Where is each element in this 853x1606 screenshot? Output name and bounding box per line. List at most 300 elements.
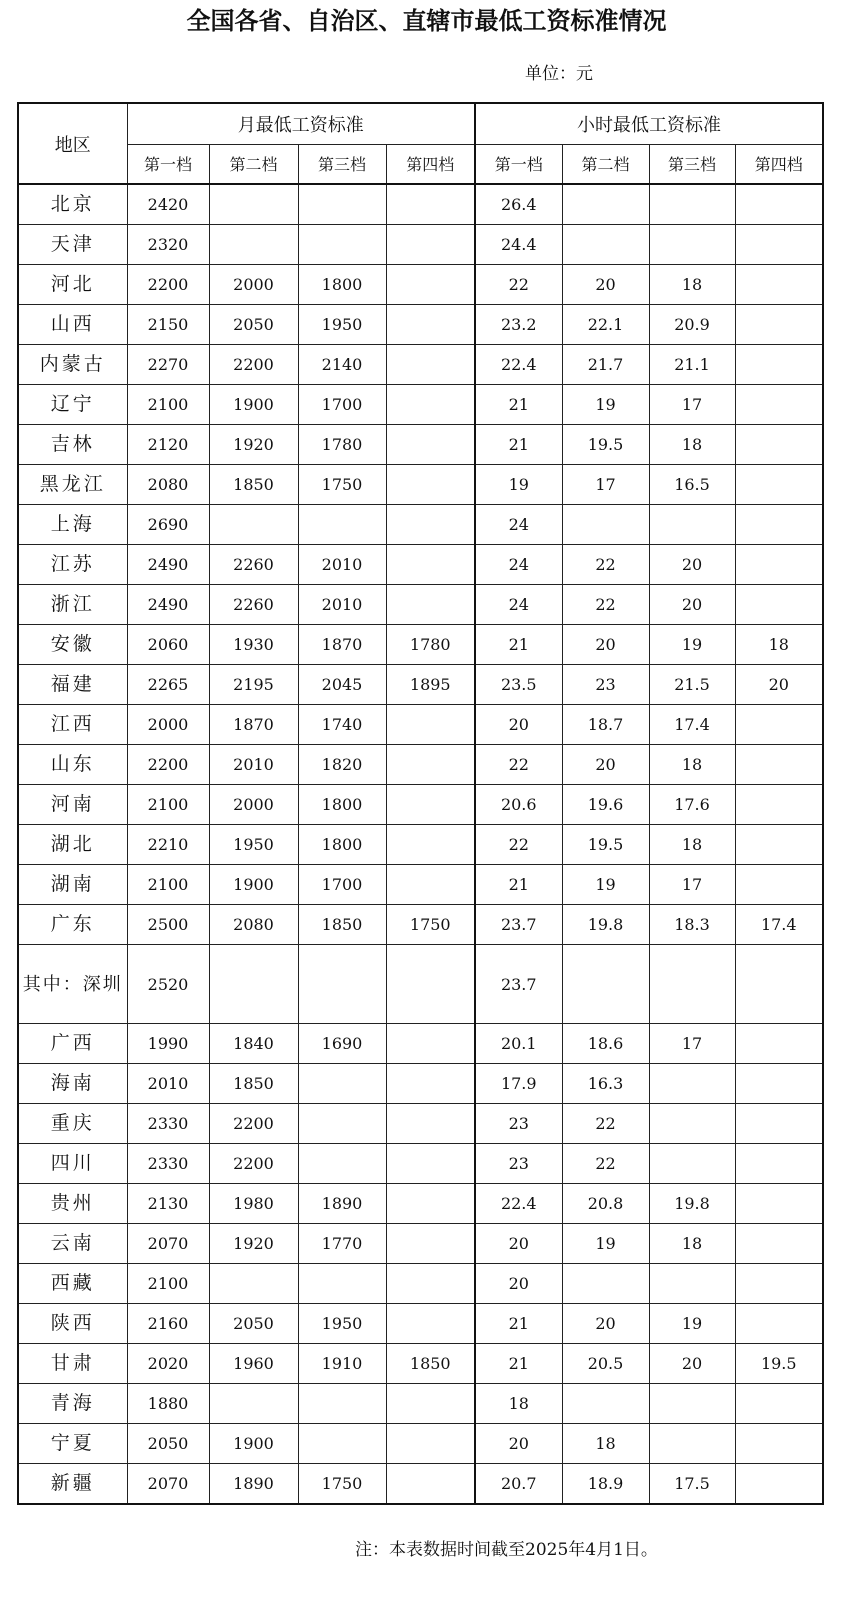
- monthly-tier-4-cell: [386, 585, 475, 625]
- hourly-tier-3-cell: 18: [649, 745, 735, 785]
- hourly-tier-1-cell: 20.7: [475, 1464, 562, 1505]
- monthly-tier-4-cell: [386, 305, 475, 345]
- monthly-tier-2-cell: 2195: [209, 665, 298, 705]
- hourly-tier-4-cell: [735, 1384, 823, 1424]
- monthly-tier-4-cell: [386, 1104, 475, 1144]
- monthly-tier-2-cell: 1920: [209, 1224, 298, 1264]
- hourly-tier-1-cell: 23: [475, 1144, 562, 1184]
- monthly-tier-3-cell: 1690: [298, 1024, 386, 1064]
- hourly-tier-4-cell: [735, 1024, 823, 1064]
- footnote: 注：本表数据时间截至2025年4月1日。: [355, 1540, 658, 1560]
- table-row: [18, 905, 823, 945]
- hourly-tier-2-cell: 22: [562, 1144, 649, 1184]
- monthly-tier-2-cell: [209, 1264, 298, 1304]
- hourly-tier-1-cell: 22.4: [475, 1184, 562, 1224]
- monthly-tier-2-cell: 2200: [209, 345, 298, 385]
- hourly-tier-4-cell: 20: [735, 665, 823, 705]
- hourly-tier-2-cell: [562, 225, 649, 265]
- monthly-tier-4-cell: [386, 265, 475, 305]
- region-cell: 山东: [18, 745, 127, 785]
- monthly-tier-2-cell: 1900: [209, 1424, 298, 1464]
- hourly-tier-3-cell: [649, 1104, 735, 1144]
- hourly-tier-4-cell: [735, 1424, 823, 1464]
- hourly-tier-3-cell: [649, 1064, 735, 1104]
- monthly-tier-2-cell: 1850: [209, 465, 298, 505]
- region-cell: 宁夏: [18, 1424, 127, 1464]
- hourly-tier-3-cell: [649, 1264, 735, 1304]
- table-row: [18, 1304, 823, 1344]
- table-row: [18, 1264, 823, 1304]
- monthly-tier-3-cell: [298, 1064, 386, 1104]
- hourly-tier-3-cell: 16.5: [649, 465, 735, 505]
- monthly-tier-1-cell: 2100: [127, 865, 209, 905]
- monthly-tier-4-cell: [386, 945, 475, 1024]
- monthly-tier-2-header: 第二档: [209, 144, 298, 184]
- monthly-tier-2-cell: 2010: [209, 745, 298, 785]
- monthly-tier-1-cell: 2100: [127, 385, 209, 425]
- region-cell: 黑龙江: [18, 465, 127, 505]
- monthly-tier-3-cell: 1800: [298, 785, 386, 825]
- monthly-tier-1-cell: 1880: [127, 1384, 209, 1424]
- region-cell: 浙江: [18, 585, 127, 625]
- monthly-tier-2-cell: 2050: [209, 305, 298, 345]
- hourly-tier-1-cell: 23.7: [475, 905, 562, 945]
- hourly-tier-3-cell: 19: [649, 1304, 735, 1344]
- hourly-tier-3-cell: 17.5: [649, 1464, 735, 1505]
- monthly-tier-4-cell: [386, 425, 475, 465]
- hourly-tier-2-cell: 20: [562, 1304, 649, 1344]
- monthly-tier-4-header: 第四档: [386, 144, 475, 184]
- hourly-tier-1-cell: 24: [475, 545, 562, 585]
- hourly-tier-2-cell: 23: [562, 665, 649, 705]
- monthly-tier-1-cell: 2120: [127, 425, 209, 465]
- hourly-tier-4-cell: [735, 345, 823, 385]
- monthly-tier-2-cell: 1930: [209, 625, 298, 665]
- hourly-tier-1-cell: 21: [475, 1304, 562, 1344]
- monthly-tier-4-cell: [386, 545, 475, 585]
- monthly-tier-3-cell: 1800: [298, 265, 386, 305]
- region-cell: 广西: [18, 1024, 127, 1064]
- hourly-tier-1-cell: 24: [475, 585, 562, 625]
- monthly-tier-3-cell: [298, 1264, 386, 1304]
- monthly-tier-4-cell: [386, 825, 475, 865]
- monthly-tier-4-cell: [386, 1064, 475, 1104]
- monthly-tier-4-cell: [386, 1464, 475, 1505]
- hourly-tier-4-cell: [735, 1184, 823, 1224]
- hourly-tier-3-cell: [649, 184, 735, 225]
- hourly-tier-1-cell: 23: [475, 1104, 562, 1144]
- region-cell: 湖北: [18, 825, 127, 865]
- monthly-tier-3-cell: [298, 1104, 386, 1144]
- monthly-tier-2-cell: [209, 184, 298, 225]
- region-cell: 河南: [18, 785, 127, 825]
- hourly-tier-2-header: 第二档: [562, 144, 649, 184]
- hourly-tier-2-cell: 20.5: [562, 1344, 649, 1384]
- hourly-tier-4-header: 第四档: [735, 144, 823, 184]
- monthly-tier-4-cell: 1850: [386, 1344, 475, 1384]
- table-row: [18, 865, 823, 905]
- hourly-tier-2-cell: 19.8: [562, 905, 649, 945]
- table-row: [18, 1024, 823, 1064]
- table-row: [18, 1384, 823, 1424]
- table-row: [18, 1104, 823, 1144]
- hourly-tier-2-cell: 20.8: [562, 1184, 649, 1224]
- tier-header-row: [18, 144, 823, 184]
- hourly-tier-2-cell: 19.5: [562, 825, 649, 865]
- monthly-tier-3-cell: [298, 1144, 386, 1184]
- table-row: [18, 825, 823, 865]
- monthly-tier-3-cell: 1750: [298, 465, 386, 505]
- monthly-tier-2-cell: 1950: [209, 825, 298, 865]
- monthly-tier-4-cell: 1750: [386, 905, 475, 945]
- hourly-tier-3-cell: 21.5: [649, 665, 735, 705]
- region-header: 地区: [18, 103, 127, 184]
- monthly-tier-2-cell: 2050: [209, 1304, 298, 1344]
- hourly-tier-3-cell: 18.3: [649, 905, 735, 945]
- hourly-tier-4-cell: [735, 184, 823, 225]
- monthly-tier-1-cell: 2070: [127, 1464, 209, 1505]
- monthly-tier-1-cell: 2200: [127, 265, 209, 305]
- monthly-tier-4-cell: [386, 1224, 475, 1264]
- monthly-tier-1-cell: 2080: [127, 465, 209, 505]
- monthly-tier-1-cell: 2320: [127, 225, 209, 265]
- table-row: [18, 1344, 823, 1384]
- monthly-tier-4-cell: [386, 705, 475, 745]
- region-cell: 江西: [18, 705, 127, 745]
- monthly-tier-2-cell: 2080: [209, 905, 298, 945]
- hourly-tier-1-cell: 21: [475, 385, 562, 425]
- hourly-tier-1-cell: 20: [475, 705, 562, 745]
- region-cell: 吉林: [18, 425, 127, 465]
- hourly-tier-1-cell: 19: [475, 465, 562, 505]
- monthly-tier-2-cell: 2000: [209, 785, 298, 825]
- hourly-tier-4-cell: [735, 1144, 823, 1184]
- hourly-tier-3-cell: 17: [649, 385, 735, 425]
- hourly-tier-4-cell: [735, 425, 823, 465]
- table-row: [18, 184, 823, 225]
- hourly-tier-1-cell: 20: [475, 1424, 562, 1464]
- monthly-tier-3-cell: [298, 1384, 386, 1424]
- hourly-tier-2-cell: 20: [562, 625, 649, 665]
- hourly-tier-1-cell: 20.6: [475, 785, 562, 825]
- hourly-tier-3-cell: 19.8: [649, 1184, 735, 1224]
- hourly-tier-4-cell: [735, 865, 823, 905]
- monthly-tier-3-cell: 1950: [298, 1304, 386, 1344]
- hourly-tier-1-cell: 21: [475, 425, 562, 465]
- region-cell: 北京: [18, 184, 127, 225]
- hourly-tier-4-cell: [735, 585, 823, 625]
- hourly-header: 小时最低工资标准: [475, 103, 823, 144]
- table-row: [18, 1424, 823, 1464]
- monthly-tier-4-cell: [386, 345, 475, 385]
- hourly-tier-4-cell: 19.5: [735, 1344, 823, 1384]
- monthly-tier-2-cell: 1920: [209, 425, 298, 465]
- hourly-tier-1-cell: 23.7: [475, 945, 562, 1024]
- hourly-tier-3-cell: 17.4: [649, 705, 735, 745]
- hourly-tier-2-cell: 20: [562, 745, 649, 785]
- region-cell: 内蒙古: [18, 345, 127, 385]
- monthly-tier-1-cell: 1990: [127, 1024, 209, 1064]
- hourly-tier-1-cell: 22: [475, 265, 562, 305]
- hourly-tier-4-cell: 18: [735, 625, 823, 665]
- hourly-tier-3-cell: 18: [649, 265, 735, 305]
- table-row: [18, 665, 823, 705]
- hourly-tier-3-cell: 20: [649, 1344, 735, 1384]
- hourly-tier-1-cell: 24.4: [475, 225, 562, 265]
- monthly-tier-1-cell: 2200: [127, 745, 209, 785]
- hourly-tier-3-cell: 20: [649, 585, 735, 625]
- hourly-tier-2-cell: [562, 945, 649, 1024]
- monthly-tier-3-cell: 1950: [298, 305, 386, 345]
- table-header-row: [18, 103, 823, 144]
- hourly-tier-3-cell: 20: [649, 545, 735, 585]
- region-cell: 重庆: [18, 1104, 127, 1144]
- hourly-tier-4-cell: 17.4: [735, 905, 823, 945]
- monthly-tier-3-cell: [298, 225, 386, 265]
- region-cell: 福建: [18, 665, 127, 705]
- hourly-tier-2-cell: 21.7: [562, 345, 649, 385]
- hourly-tier-2-cell: 19.6: [562, 785, 649, 825]
- table-row: [18, 265, 823, 305]
- monthly-tier-3-cell: 2010: [298, 585, 386, 625]
- monthly-tier-1-cell: 2070: [127, 1224, 209, 1264]
- monthly-tier-2-cell: [209, 505, 298, 545]
- hourly-tier-3-cell: 18: [649, 1224, 735, 1264]
- monthly-tier-3-cell: [298, 184, 386, 225]
- hourly-tier-4-cell: [735, 1464, 823, 1505]
- hourly-tier-1-cell: 21: [475, 1344, 562, 1384]
- table-row: [18, 545, 823, 585]
- hourly-tier-1-cell: 20: [475, 1264, 562, 1304]
- monthly-tier-4-cell: [386, 505, 475, 545]
- hourly-tier-2-cell: 19: [562, 1224, 649, 1264]
- hourly-tier-3-cell: [649, 505, 735, 545]
- monthly-tier-3-cell: 1740: [298, 705, 386, 745]
- monthly-tier-4-cell: [386, 1424, 475, 1464]
- monthly-tier-1-cell: 2160: [127, 1304, 209, 1344]
- table-row: [18, 1064, 823, 1104]
- monthly-tier-1-cell: 2490: [127, 585, 209, 625]
- monthly-tier-3-cell: 1800: [298, 825, 386, 865]
- monthly-tier-4-cell: 1895: [386, 665, 475, 705]
- region-cell: 江苏: [18, 545, 127, 585]
- monthly-tier-1-cell: 2060: [127, 625, 209, 665]
- hourly-tier-1-cell: 22.4: [475, 345, 562, 385]
- table-row: [18, 745, 823, 785]
- region-cell: 河北: [18, 265, 127, 305]
- monthly-tier-3-cell: [298, 505, 386, 545]
- table-row: [18, 505, 823, 545]
- monthly-tier-2-cell: 1850: [209, 1064, 298, 1104]
- region-cell: 其中：深圳: [18, 945, 127, 1024]
- monthly-tier-4-cell: [386, 1184, 475, 1224]
- hourly-tier-3-cell: 21.1: [649, 345, 735, 385]
- hourly-tier-4-cell: [735, 705, 823, 745]
- monthly-tier-3-cell: [298, 945, 386, 1024]
- hourly-tier-3-cell: 19: [649, 625, 735, 665]
- monthly-tier-1-cell: 2130: [127, 1184, 209, 1224]
- table-row: [18, 1144, 823, 1184]
- hourly-tier-3-cell: 17: [649, 865, 735, 905]
- table-row: [18, 385, 823, 425]
- monthly-tier-2-cell: 2200: [209, 1104, 298, 1144]
- table-row: [18, 1184, 823, 1224]
- hourly-tier-3-cell: 17: [649, 1024, 735, 1064]
- table-row: [18, 425, 823, 465]
- hourly-tier-2-cell: [562, 184, 649, 225]
- monthly-tier-3-cell: 2140: [298, 345, 386, 385]
- monthly-tier-3-cell: 1780: [298, 425, 386, 465]
- monthly-tier-3-cell: 1770: [298, 1224, 386, 1264]
- region-cell: 甘肃: [18, 1344, 127, 1384]
- hourly-tier-4-cell: [735, 225, 823, 265]
- monthly-tier-4-cell: [386, 1144, 475, 1184]
- monthly-tier-2-cell: 1960: [209, 1344, 298, 1384]
- monthly-tier-4-cell: [386, 865, 475, 905]
- monthly-tier-1-cell: 2270: [127, 345, 209, 385]
- monthly-tier-4-cell: [386, 785, 475, 825]
- hourly-tier-3-cell: [649, 1384, 735, 1424]
- monthly-tier-3-cell: 1890: [298, 1184, 386, 1224]
- monthly-tier-4-cell: [386, 1384, 475, 1424]
- monthly-tier-3-cell: 1850: [298, 905, 386, 945]
- hourly-tier-2-cell: 20: [562, 265, 649, 305]
- unit-label: 单位：元: [525, 64, 593, 84]
- hourly-tier-2-cell: [562, 1384, 649, 1424]
- table-row: [18, 785, 823, 825]
- monthly-tier-2-cell: 2260: [209, 585, 298, 625]
- table-body: [18, 184, 823, 1504]
- hourly-tier-3-header: 第三档: [649, 144, 735, 184]
- hourly-tier-2-cell: 19: [562, 385, 649, 425]
- hourly-tier-4-cell: [735, 465, 823, 505]
- monthly-tier-3-cell: 1870: [298, 625, 386, 665]
- monthly-tier-4-cell: [386, 1024, 475, 1064]
- hourly-tier-2-cell: 17: [562, 465, 649, 505]
- hourly-tier-1-cell: 26.4: [475, 184, 562, 225]
- region-cell: 山西: [18, 305, 127, 345]
- hourly-tier-1-cell: 21: [475, 865, 562, 905]
- region-cell: 云南: [18, 1224, 127, 1264]
- region-cell: 陕西: [18, 1304, 127, 1344]
- hourly-tier-1-cell: 22: [475, 745, 562, 785]
- hourly-tier-1-cell: 17.9: [475, 1064, 562, 1104]
- hourly-tier-4-cell: [735, 785, 823, 825]
- monthly-tier-1-cell: 2100: [127, 785, 209, 825]
- monthly-tier-2-cell: 1900: [209, 385, 298, 425]
- region-cell: 湖南: [18, 865, 127, 905]
- table-row: [18, 465, 823, 505]
- hourly-tier-4-cell: [735, 505, 823, 545]
- hourly-tier-4-cell: [735, 745, 823, 785]
- table-row: [18, 225, 823, 265]
- monthly-tier-3-cell: [298, 1424, 386, 1464]
- hourly-tier-3-cell: [649, 1424, 735, 1464]
- hourly-tier-4-cell: [735, 305, 823, 345]
- table-row: [18, 305, 823, 345]
- monthly-tier-2-cell: 2260: [209, 545, 298, 585]
- hourly-tier-3-cell: 18: [649, 825, 735, 865]
- hourly-tier-1-cell: 23.2: [475, 305, 562, 345]
- monthly-tier-2-cell: 1840: [209, 1024, 298, 1064]
- hourly-tier-3-cell: 20.9: [649, 305, 735, 345]
- region-cell: 新疆: [18, 1464, 127, 1505]
- hourly-tier-4-cell: [735, 385, 823, 425]
- monthly-tier-3-header: 第三档: [298, 144, 386, 184]
- monthly-tier-2-cell: 1890: [209, 1464, 298, 1505]
- hourly-tier-1-header: 第一档: [475, 144, 562, 184]
- hourly-tier-2-cell: [562, 1264, 649, 1304]
- hourly-tier-4-cell: [735, 1264, 823, 1304]
- monthly-tier-4-cell: [386, 465, 475, 505]
- region-cell: 广东: [18, 905, 127, 945]
- hourly-tier-2-cell: 19.5: [562, 425, 649, 465]
- monthly-tier-2-cell: 2200: [209, 1144, 298, 1184]
- hourly-tier-4-cell: [735, 545, 823, 585]
- monthly-header: 月最低工资标准: [127, 103, 475, 144]
- monthly-tier-3-cell: 1700: [298, 865, 386, 905]
- monthly-tier-3-cell: 2010: [298, 545, 386, 585]
- region-cell: 西藏: [18, 1264, 127, 1304]
- hourly-tier-2-cell: 18.6: [562, 1024, 649, 1064]
- monthly-tier-4-cell: [386, 184, 475, 225]
- monthly-tier-2-cell: [209, 945, 298, 1024]
- monthly-tier-1-cell: 2265: [127, 665, 209, 705]
- table-row: [18, 585, 823, 625]
- table-row: [18, 345, 823, 385]
- region-cell: 贵州: [18, 1184, 127, 1224]
- hourly-tier-2-cell: 18.7: [562, 705, 649, 745]
- hourly-tier-2-cell: 19: [562, 865, 649, 905]
- monthly-tier-3-cell: 1820: [298, 745, 386, 785]
- table-row: [18, 1464, 823, 1505]
- monthly-tier-2-cell: 1980: [209, 1184, 298, 1224]
- hourly-tier-4-cell: [735, 1104, 823, 1144]
- hourly-tier-2-cell: 22: [562, 585, 649, 625]
- hourly-tier-1-cell: 20: [475, 1224, 562, 1264]
- hourly-tier-2-cell: 18: [562, 1424, 649, 1464]
- hourly-tier-2-cell: 18.9: [562, 1464, 649, 1505]
- monthly-tier-2-cell: 1900: [209, 865, 298, 905]
- monthly-tier-1-cell: 2000: [127, 705, 209, 745]
- monthly-tier-3-cell: 2045: [298, 665, 386, 705]
- hourly-tier-1-cell: 23.5: [475, 665, 562, 705]
- region-cell: 青海: [18, 1384, 127, 1424]
- hourly-tier-3-cell: 17.6: [649, 785, 735, 825]
- monthly-tier-4-cell: 1780: [386, 625, 475, 665]
- hourly-tier-3-cell: 18: [649, 425, 735, 465]
- monthly-tier-4-cell: [386, 1304, 475, 1344]
- hourly-tier-1-cell: 20.1: [475, 1024, 562, 1064]
- monthly-tier-1-header: 第一档: [127, 144, 209, 184]
- hourly-tier-2-cell: 22: [562, 1104, 649, 1144]
- hourly-tier-2-cell: 16.3: [562, 1064, 649, 1104]
- hourly-tier-2-cell: 22: [562, 545, 649, 585]
- monthly-tier-1-cell: 2330: [127, 1144, 209, 1184]
- monthly-tier-2-cell: 2000: [209, 265, 298, 305]
- monthly-tier-1-cell: 2490: [127, 545, 209, 585]
- region-cell: 上海: [18, 505, 127, 545]
- hourly-tier-3-cell: [649, 1144, 735, 1184]
- monthly-tier-3-cell: 1910: [298, 1344, 386, 1384]
- monthly-tier-1-cell: 2520: [127, 945, 209, 1024]
- hourly-tier-4-cell: [735, 1224, 823, 1264]
- monthly-tier-1-cell: 2420: [127, 184, 209, 225]
- hourly-tier-2-cell: 22.1: [562, 305, 649, 345]
- hourly-tier-1-cell: 22: [475, 825, 562, 865]
- hourly-tier-4-cell: [735, 265, 823, 305]
- monthly-tier-1-cell: 2150: [127, 305, 209, 345]
